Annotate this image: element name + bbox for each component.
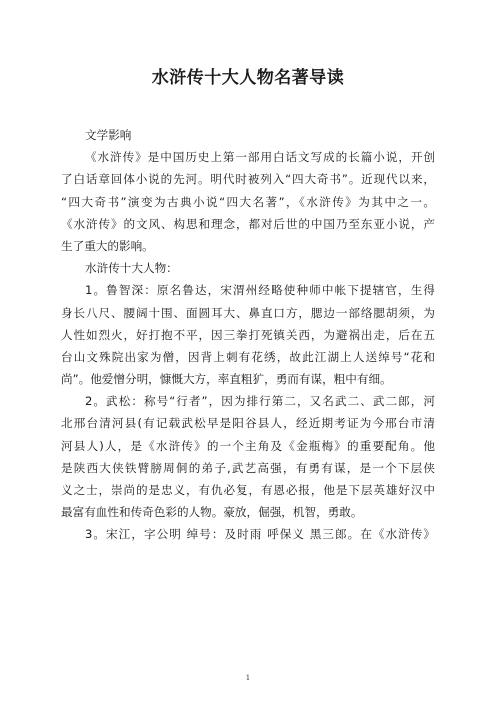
text-line: 1。鲁智深：原名鲁达，宋渭州经略使种师中帐下提辖官，生得 [85,283,435,298]
text-line: 《水浒传》的文风、构思和理念，都对后世的中国乃至东亚小说，产 [61,216,435,231]
text-line: 2。武松：称号“行者”，因为排行第二，又名武二、武二郎，河 [85,394,435,409]
text-line: 义之士，崇尚的是忠义，有仇必复，有恩必报，他是下层英雄好汉中 [61,483,435,497]
text-line: 水浒传十大人物： [85,261,178,276]
text-line: 生了重大的影响。 [61,238,154,253]
text-line: 尚”。他爱憎分明，慷慨大方，率直粗犷，勇而有谋，粗中有细。 [61,372,392,387]
text-line: 文学影响 [85,128,132,142]
text-line: 人性如烈火，好打抱不平，因三拳打死镇关西，为避祸出走，后在五 [61,327,435,342]
text-line: “四大奇书”演变为古典小说“四大名著”，《水浒传》为其中之一。 [61,194,435,209]
text-line: 河县人)人，是《水浒传》的一个主角及《金瓶梅》的重要配角。他 [61,438,435,453]
text-line: 了白话章回体小说的先河。明代时被列入“四大奇书”。近现代以来， [61,172,435,187]
text-line: 是陕西大侠铁臂膀周侗的弟子,武艺高强，有勇有谋，是一个下层侠 [61,460,435,475]
text-line: 3。宋江，字公明 绰号：及时雨 呼保义 黑三郎。在《水浒传》 [85,527,435,542]
text-line: 《水浒传》是中国历史上第一部用白话文写成的长篇小说，开创 [85,150,435,165]
text-line: 北邢台清河县(有记载武松早是阳谷县人，经近期考证为今邢台市清 [61,416,435,431]
page-number: 1 [245,674,251,682]
document-title: 水浒传十大人物名著导读 [151,68,345,88]
text-line: 台山文殊院出家为僧，因背上刺有花绣，故此江湖上人送绰号“花和 [61,349,435,364]
text-line: 身长八尺、腰阔十围、面圆耳大、鼻直口方，腮边一部络腮胡须，为 [61,305,435,320]
text-line: 最富有血性和传奇色彩的人物。豪放，倔强，机智，勇敢。 [61,505,363,520]
document-body [61,124,435,546]
